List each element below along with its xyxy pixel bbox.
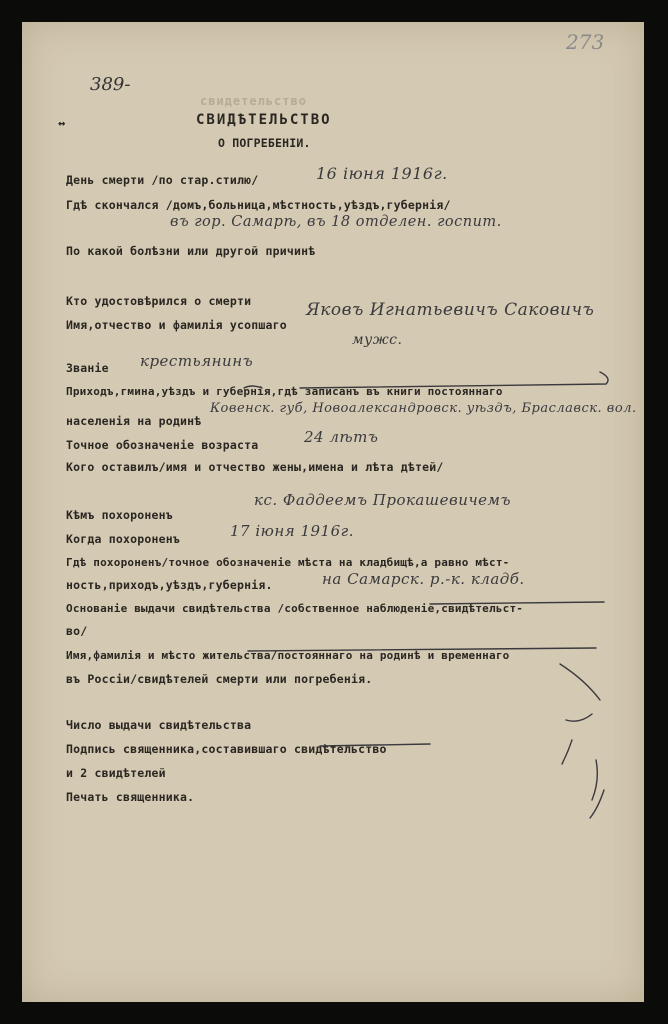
rank-label: Званіе — [66, 361, 109, 375]
deceased-name-label: Имя,отчество и фамилія усопшаго — [66, 318, 287, 332]
age-label: Точное обозначеніе возраста — [66, 438, 259, 452]
death-day-label: День смерти /по стар.стилю/ — [66, 173, 259, 187]
buried-by-value: кс. Фаддеемъ Прокашевичемъ — [254, 491, 511, 509]
witnesses-label-line2: въ Россіи/свидѣтелей смерти или погребенія. — [66, 672, 373, 686]
place-of-death-label: Гдѣ скончался /домъ,больница,мѣстность,уѣздъ,губернія/ — [66, 198, 451, 212]
document-title: СВИДѢТЕЛЬСТВО — [196, 112, 332, 128]
seal-label: Печать священника. — [66, 790, 195, 804]
place-of-death-value: въ гор. Самарѣ, въ 18 отделен. госпит. — [170, 214, 502, 230]
certified-label: Кто удостовѣрился о смерти — [66, 294, 252, 308]
priest-signature-label: Подпись священника,составившаго свидѣтельство — [66, 742, 387, 756]
witnesses-label-line1: Имя,фамилія и мѣсто жительства/постояннаго на родинѣ и временнаго — [66, 649, 510, 662]
survivors-label: Кого оставилъ/имя и отчество жены,имена и лѣта дѣтей/ — [66, 460, 444, 474]
issue-date-label: Число выдачи свидѣтельства — [66, 718, 252, 732]
age-value: 24 лѣтъ — [304, 428, 379, 446]
deceased-name-value: Яковъ Игнатьевичъ Саковичъ — [306, 300, 595, 320]
cause-label: По какой болѣзни или другой причинѣ — [66, 244, 316, 258]
burial-place-value: на Самарск. р.-к. кладб. — [322, 570, 525, 588]
document-number: 389- — [90, 74, 131, 95]
burial-place-label-line1: Гдѣ похороненъ/точное обозначеніе мѣста на кладбищѣ,а равно мѣст- — [66, 556, 510, 569]
archive-number: 273 — [566, 30, 605, 54]
death-day-value: 16 іюня 1916г. — [316, 164, 448, 183]
gender-value: мужс. — [352, 332, 403, 348]
parish-value: Ковенск. губ, Новоалександровск. уѣздъ, Браславск. вол. — [210, 401, 637, 416]
burial-place-label-line2: ность,приходъ,уѣздъ,губернія. — [66, 578, 273, 592]
burial-date-value: 17 іюня 1916г. — [230, 522, 354, 540]
basis-label-line2: во/ — [66, 624, 88, 638]
burial-date-label: Когда похороненъ — [66, 532, 180, 546]
parish-label-line2: населенія на родинѣ — [66, 414, 202, 428]
corner-mark: ↔ — [58, 116, 66, 130]
buried-by-label: Кѣмъ похороненъ — [66, 508, 173, 522]
basis-label-line1: Основаніе выдачи свидѣтельства /собственное наблюденіе,свидѣтельст- — [66, 602, 524, 615]
rank-value: крестьянинъ — [140, 352, 254, 370]
document-subtitle: О ПОГРЕБЕНІИ. — [218, 136, 311, 150]
witnesses-signature-label: и 2 свидѣтелей — [66, 766, 166, 780]
ghost-text: свидетельство — [200, 94, 307, 108]
parish-label-line1: Приходъ,гмина,уѣздъ и губернія,гдѣ записанъ въ книги постояннаго — [66, 385, 503, 398]
